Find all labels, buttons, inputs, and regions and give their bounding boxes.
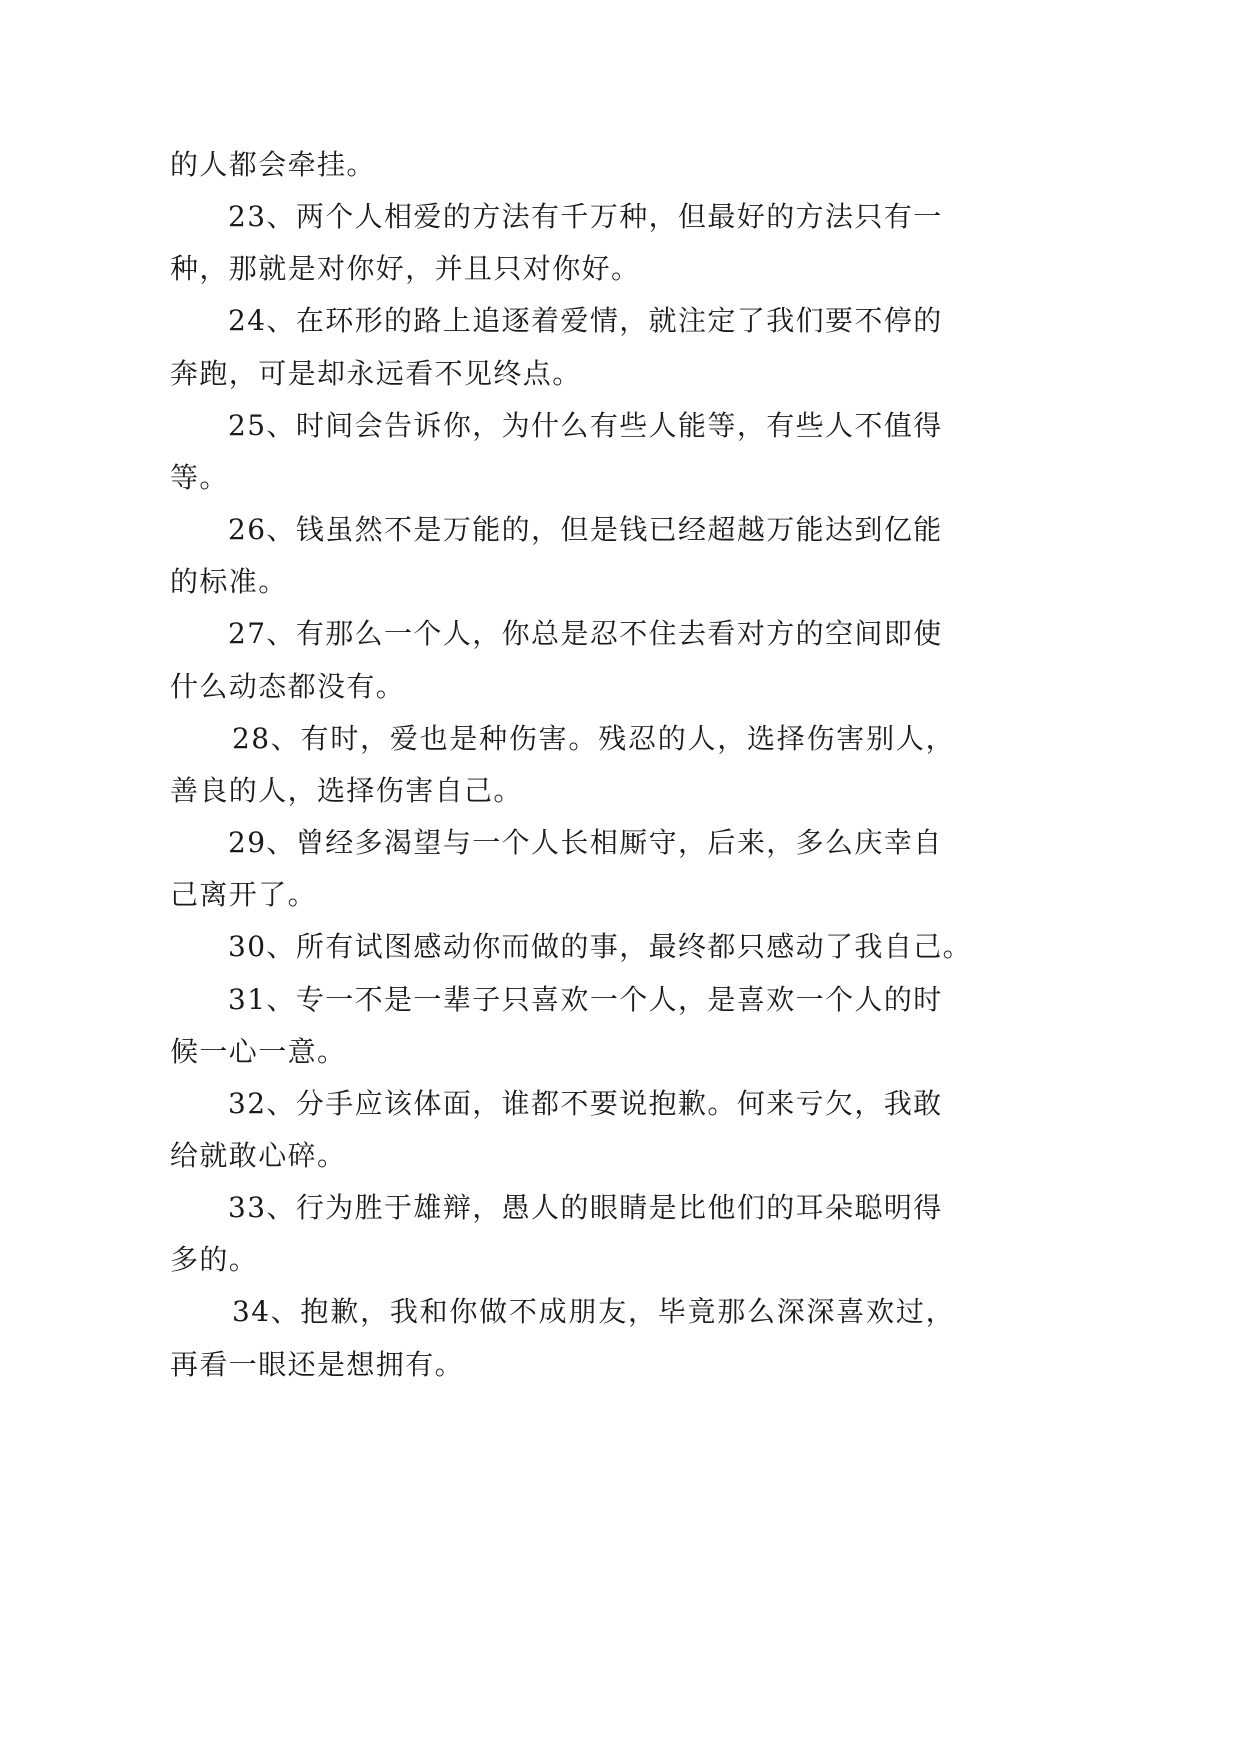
paragraph-23 <box>170 191 943 295</box>
text-line: 30、所有试图感动你而做的事，最终都只感动了我自己。 <box>228 930 973 964</box>
paragraph-continuation <box>170 139 940 191</box>
paragraph-32 <box>170 1078 943 1182</box>
text-line: 候一心一意。 <box>170 1034 347 1068</box>
paragraph-33 <box>170 1182 943 1286</box>
text-line: 奔跑，可是却永远看不见终点。 <box>170 356 582 390</box>
text-line: 31、专一不是一辈子只喜欢一个人，是喜欢一个人的时 <box>228 982 943 1016</box>
text-line: 的人都会牵挂。 <box>170 148 376 181</box>
paragraph-25 <box>170 400 943 504</box>
paragraph-31 <box>170 974 943 1078</box>
text-line: 26、钱虽然不是万能的，但是钱已经超越万能达到亿能 <box>228 513 943 547</box>
paragraph-29 <box>170 817 943 921</box>
text-line: 多的。 <box>170 1243 259 1277</box>
text-line: 23、两个人相爱的方法有千万种，但最好的方法只有一 <box>228 200 943 234</box>
paragraph-34 <box>170 1286 955 1390</box>
text-line: 善良的人，选择伤害自己。 <box>170 773 523 807</box>
text-line: 27、有那么一个人，你总是忍不住去看对方的空间即使 <box>228 617 943 651</box>
text-line: 的标准。 <box>170 565 288 599</box>
paragraph-30 <box>170 921 973 973</box>
document-body <box>170 139 973 1391</box>
text-line: 给就敢心碎。 <box>170 1138 347 1172</box>
text-line: 25、时间会告诉你，为什么有些人能等，有些人不值得 <box>228 408 943 442</box>
text-line: 24、在环形的路上追逐着爱情，就注定了我们要不停的 <box>228 304 943 338</box>
text-line: 33、行为胜于雄辩，愚人的眼睛是比他们的耳朵聪明得 <box>228 1191 943 1225</box>
text-line: 32、分手应该体面，谁都不要说抱歉。何来亏欠，我敢 <box>228 1086 943 1120</box>
paragraph-26 <box>170 504 943 608</box>
text-line: 等。 <box>170 460 229 494</box>
paragraph-27 <box>170 608 943 712</box>
text-line: 种，那就是对你好，并且只对你好。 <box>170 252 641 286</box>
paragraph-24 <box>170 295 943 399</box>
text-line: 28、有时，爱也是种伤害。残忍的人，选择伤害别人， <box>232 721 955 755</box>
text-line: 34、抱歉，我和你做不成朋友，毕竟那么深深喜欢过， <box>232 1295 955 1329</box>
text-line: 己离开了。 <box>170 878 318 912</box>
text-line: 什么动态都没有。 <box>170 669 406 703</box>
text-line: 29、曾经多渴望与一个人长相厮守，后来，多么庆幸自 <box>228 826 943 860</box>
paragraph-28 <box>170 713 955 817</box>
text-line: 再看一眼还是想拥有。 <box>170 1347 465 1381</box>
